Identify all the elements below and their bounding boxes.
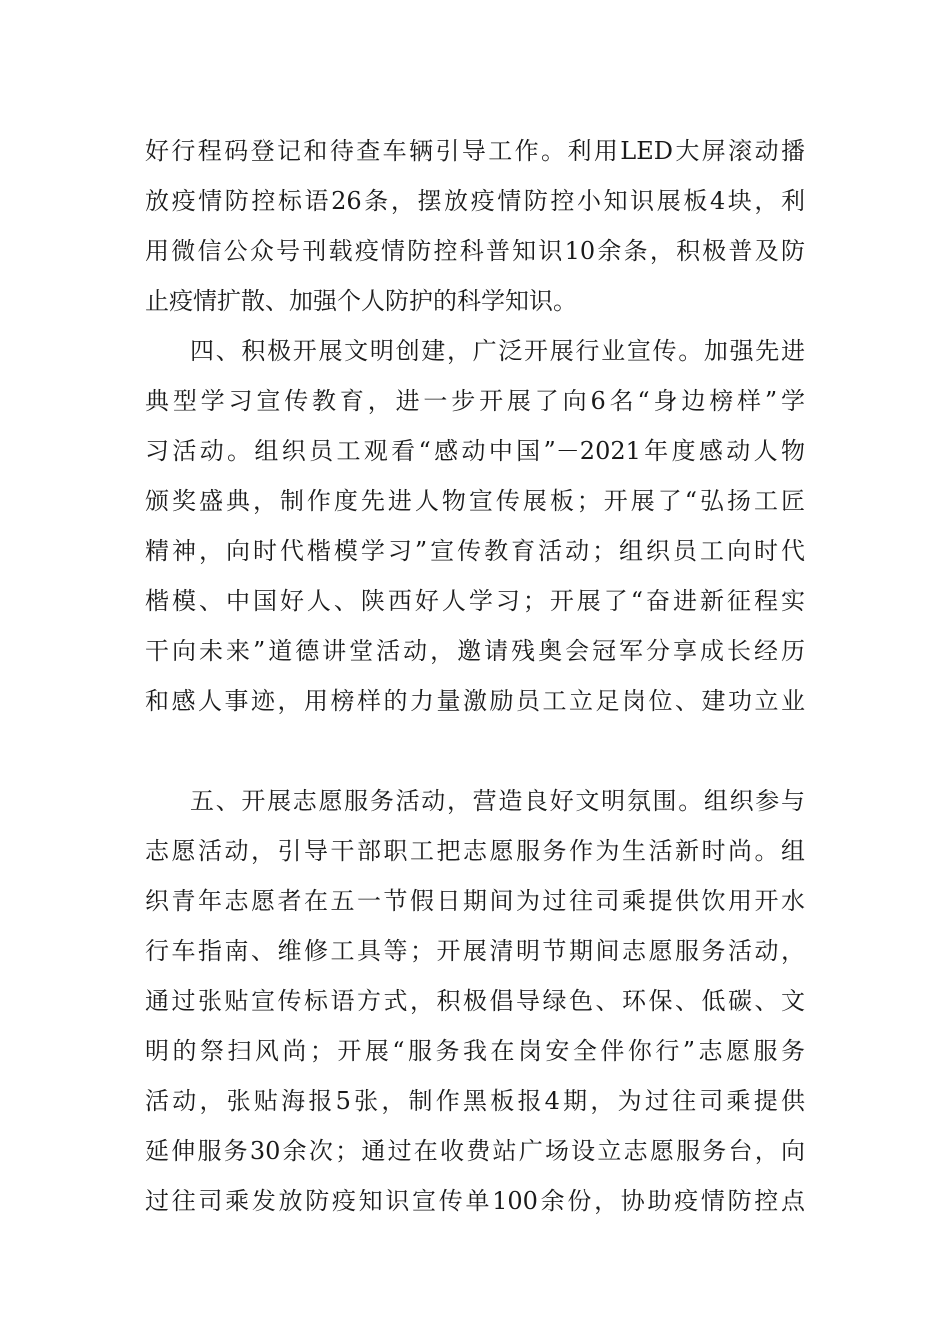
text-line: 干向未来”道德讲堂活动，邀请残奥会冠军分享成长经历 [145,637,805,665]
text-line: 通过张贴宣传标语方式，积极倡导绿色、环保、低碳、文 [145,987,805,1015]
text-line: 四、积极开展文明创建，广泛开展行业宣传。加强先进 [190,337,805,365]
text-line: 志愿活动，引导干部职工把志愿服务作为生活新时尚。组 [145,837,805,865]
text-line: 好行程码登记和待查车辆引导工作。利用LED大屏滚动播 [145,137,805,165]
text-line: 习活动。组织员工观看“感动中国”－2021年度感动人物 [145,437,805,465]
text-line: 颁奖盛典，制作度先进人物宣传展板；开展了“弘扬工匠 [145,487,805,515]
text-line: 织青年志愿者在五一节假日期间为过往司乘提供饮用开水 [145,887,805,915]
text-line: 止疫情扩散、加强个人防护的科学知识。 [145,287,577,315]
text-line: 行车指南、维修工具等；开展清明节期间志愿服务活动， [145,937,805,965]
text-line: 楷模、中国好人、陕西好人学习；开展了“奋进新征程实 [145,587,805,615]
text-line: 五、开展志愿服务活动，营造良好文明氛围。组织参与 [190,787,805,815]
text-line: 典型学习宣传教育，进一步开展了向6名“身边榜样”学 [145,387,805,415]
text-line: 放疫情防控标语26条，摆放疫情防控小知识展板4块，利 [145,187,805,215]
text-line: 和感人事迹，用榜样的力量激励员工立足岗位、建功立业 [145,687,805,715]
text-line: 用微信公众号刊载疫情防控科普知识10余条，积极普及防 [145,237,805,265]
text-line: 精神，向时代楷模学习”宣传教育活动；组织员工向时代 [145,537,805,565]
text-line: 延伸服务30余次；通过在收费站广场设立志愿服务台，向 [145,1137,805,1165]
text-line: 明的祭扫风尚；开展“服务我在岗安全伴你行”志愿服务 [145,1037,805,1065]
text-line: 过往司乘发放防疫知识宣传单100余份，协助疫情防控点 [145,1187,805,1215]
text-line: 活动，张贴海报5张，制作黑板报4期，为过往司乘提供 [145,1087,805,1115]
